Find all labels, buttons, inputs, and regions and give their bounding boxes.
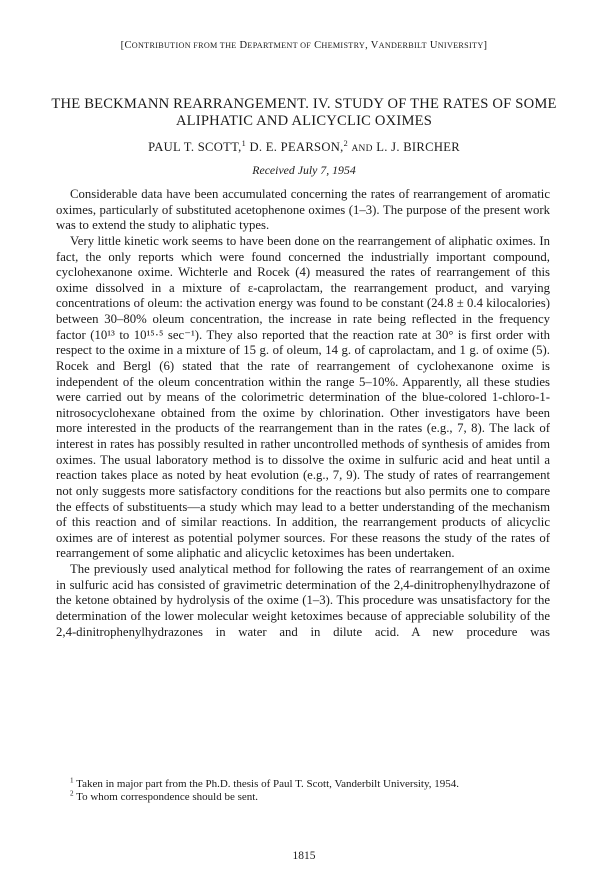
author-joiner: AND xyxy=(351,144,373,154)
received-date: Received July 7, 1954 xyxy=(252,163,356,177)
contribution-line: [CONTRIBUTION FROM THE DEPARTMENT OF CHEMISTRY, VANDERBILT UNIVERSITY] xyxy=(120,40,488,51)
author-name: PAUL T. SCOTT, xyxy=(148,140,242,154)
footnote xyxy=(56,791,550,804)
footnote xyxy=(56,778,550,791)
body-paragraph: The previously used analytical method for following the rates of rearrangement of an oxime in sulfuric acid has consisted of gravimetric determination of the 2,4-dinitrophenylhydrazone of the ketone obtained by hydrolysis of the oxime (1–3). This procedure was unsatisfactory for the determination of the lower molecular weight ketoximes because of appreciable solubility of the 2,4-dinitrophenylhydrazones in water and in dilute acid. A new procedure was xyxy=(56,562,550,639)
author-name: L. J. BIRCHER xyxy=(376,140,460,154)
footnote-text: To whom correspondence should be sent. xyxy=(76,791,259,804)
author-line xyxy=(0,140,608,155)
body-paragraph: Considerable data have been accumulated concerning the rates of rearrangement of aromatic oximes, particularly of substituted acetophenone oximes (1–3). The purpose of the present work was to extend the study to aliphatic types. xyxy=(56,187,550,233)
footnote-text: Taken in major part from the Ph.D. thesis of Paul T. Scott, Vanderbilt University, 1954. xyxy=(76,778,459,790)
footnote-mark: 1 xyxy=(70,776,74,785)
author-name: D. E. PEARSON, xyxy=(249,140,344,154)
body-paragraph: Very little kinetic work seems to have been done on the rearrangement of aliphatic oximes. In fact, the only reports which were found concerned the industrially important compound, cyclohexanone oxime. Wichterle and Rocek (4) measured the rates of rearrangement of this oxime dissolved in a mixture of ε-caprolactam, the rearrangement product, and varying concentrations of oleum: the activation energy was found to be constant (24.8 ± 0.4 kilocalories) between 30–80% oleum concentration, the increase in rate being reflected in the frequency factor (10¹³ to 10¹⁵·⁵ sec⁻¹). They also reported that the reaction rate at 30° is first order with respect to the oxime in a mixture of 15 g. of oleum, 14 g. of caprolactam, and 1 g. of oxime (5). Rocek and Bergl (6) stated that the rate of rearrangement of cyclohexanone oxime is independent of the oleum concentration within the range 5–10%. Apparently, all these studies were carried out by means of the colorimetric determination of the blue-colored 1-chloro-1-nitrosocyclohexane obtained from the oxime by chlorination. Other investigators have been more interested in the products of the rearrangement than in the rates (e.g., 7, 8). The lack of interest in rates has possibly resulted in rather uncontrolled methods of synthesis of amides from oximes. The usual laboratory method is to dissolve the oxime in sulfuric acid and heat until a reaction takes place as noted by heat evolution (e.g., 7, 9). The study of rates of rearrangement not only suggests more satisfactory conditions for the reactions but also permits one to compare the effects of substituents—a study which may lead to a better understanding of the mechanism of this reaction and of similar reactions. In addition, the rearrangement products of alicyclic oximes are of interest as potential polymer sources. For these reasons the study of the rates of rearrangement of some aliphatic and alicyclic ketoximes has been undertaken. xyxy=(56,233,550,561)
article-body xyxy=(56,187,550,640)
footnote-mark: 1 xyxy=(241,139,247,149)
footnote-mark: 2 xyxy=(70,789,74,798)
footnotes xyxy=(56,778,550,804)
footnote-mark: 2 xyxy=(343,139,348,149)
article-title: THE BECKMANN REARRANGEMENT. IV. STUDY OF THE RATES OF SOME ALIPHATIC AND ALICYCLIC OXIMES xyxy=(51,96,557,129)
page-number: 1815 xyxy=(292,850,316,862)
